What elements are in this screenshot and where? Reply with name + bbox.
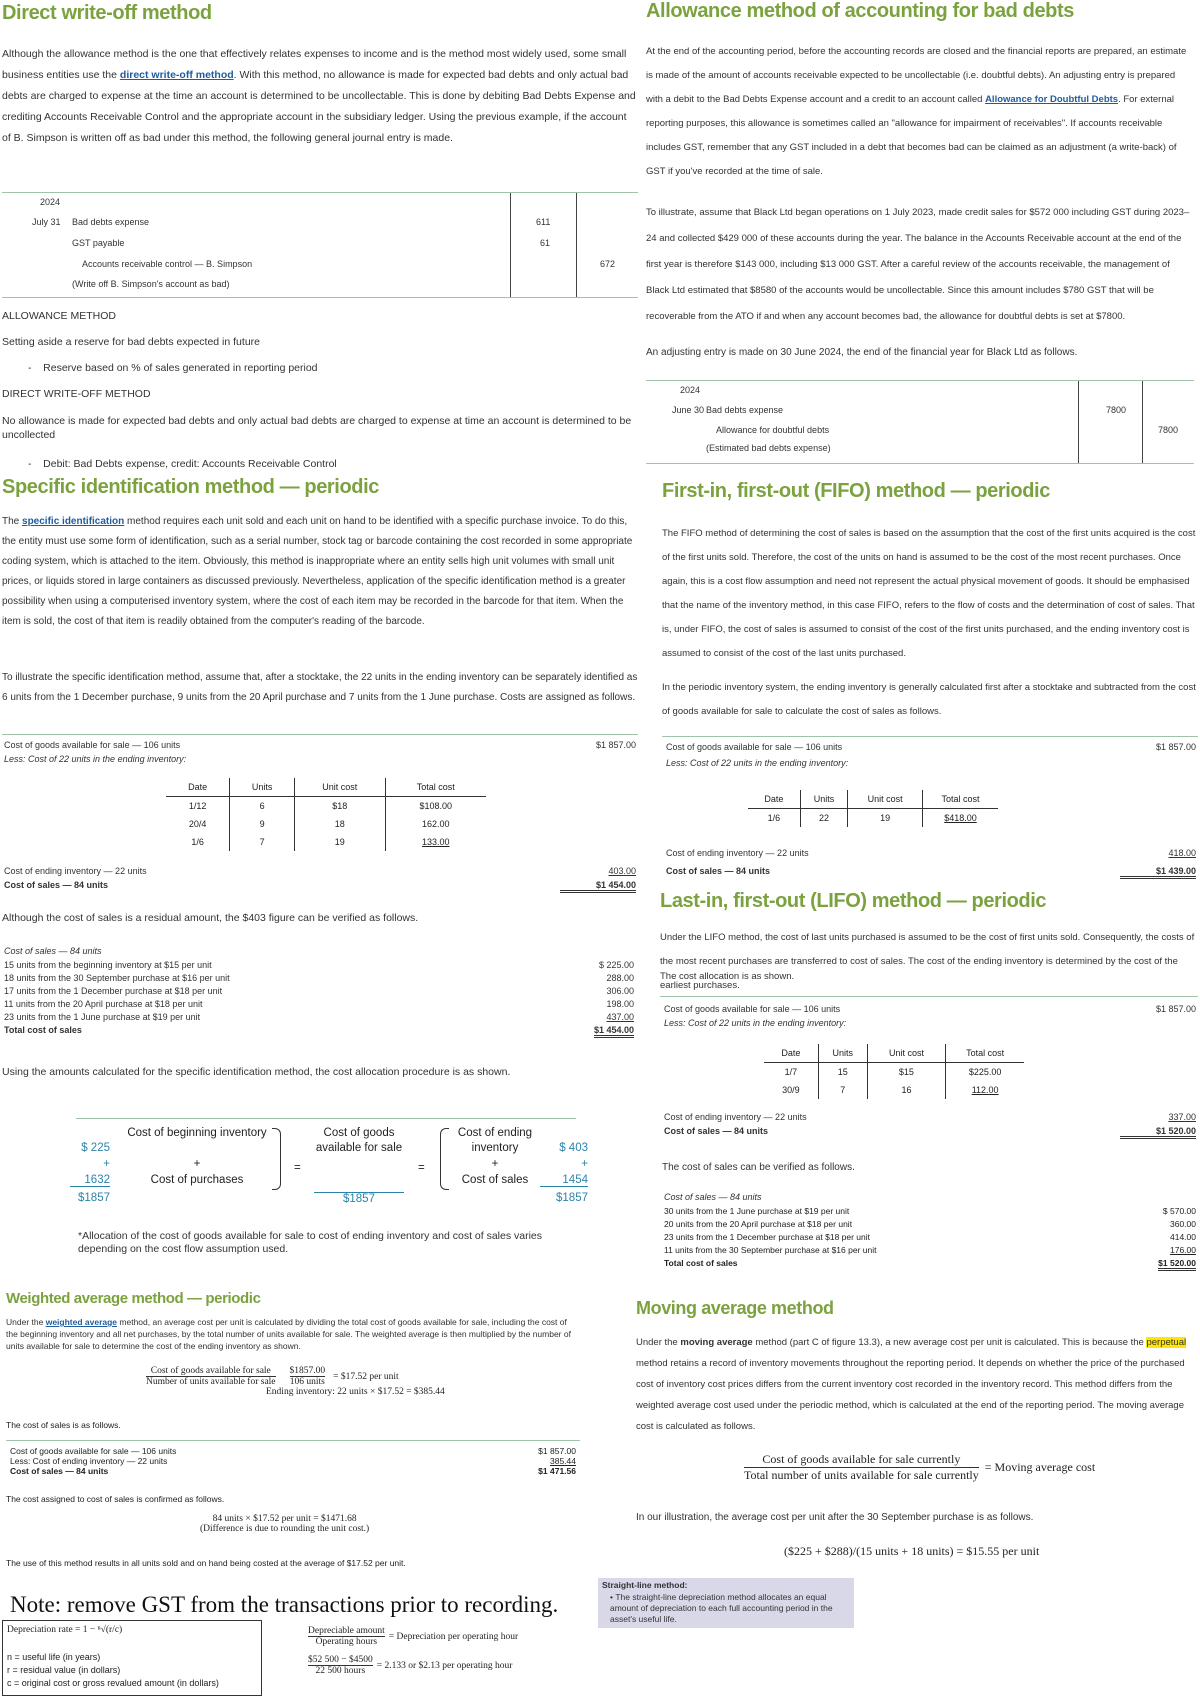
list-item: Total cost of sales $1 454.00 (4, 1025, 634, 1038)
direct-para-post: . With this method, no allowance is made for expected bad debts and only actual bad debts are charged to expense at the time an account is determined to be uncollectable. This is done by debiting Bad Debts Expense and crediting Accounts Receivable Control and the appropriate account in the subsidiary ledger. Using the previous example, if the account of B. Simpson is written off as bad under this method, the following general journal entry is made. (2, 69, 636, 144)
table-header: Unit cost (867, 1044, 946, 1063)
moving-example-calc: ($225 + $288)/(15 units + 18 units) = $15.55 per unit (784, 1544, 1040, 1558)
fifo-heading: First-in, first-out (FIFO) method — periodic (662, 480, 1050, 502)
list-item: 17 units from the 1 December purchase at $18 per unit 306.00 (4, 986, 634, 996)
lifo-paragraph-2: The cost allocation is as shown. (660, 971, 795, 982)
journal-row-text: Accounts receivable control — B. Simpson (82, 259, 253, 269)
list-item: 23 units from the 1 December purchase at $18 per unit 414.00 (664, 1232, 1196, 1242)
table-header: Units (818, 1044, 867, 1063)
allowance-journal (646, 380, 1194, 464)
list-item: Total cost of sales $1 520.00 (664, 1258, 1196, 1271)
moving-average-formula: Cost of goods available for sale currently Total number of units available for sale currently = Moving average cost (744, 1452, 1096, 1482)
weighted-confirm: The cost assigned to cost of sales is confirmed as follows. (6, 1494, 225, 1504)
table-header: Unit cost (294, 778, 385, 797)
equals-sign: = (294, 1162, 301, 1174)
table-header: Total cost (922, 790, 998, 809)
specific-ending-value: 403.00 (608, 866, 636, 876)
table-row: 1/6 7 19 133.00 (166, 833, 486, 851)
lifo-cos-value: $1 520.00 (1120, 1126, 1196, 1139)
lifo-ending-value: 337.00 (1168, 1112, 1196, 1122)
dep-def: n = useful life (in years) (7, 1652, 101, 1662)
fifo-inventory-table (748, 790, 998, 827)
direct-para-pre: Although the allowance method is the one that effectively relates expenses to income and is the method most widely used, some small business entities use the (2, 48, 627, 81)
allowance-heading: Allowance method of accounting for bad debts (646, 0, 1074, 22)
table-row: 1/6 22 19 $418.00 (748, 809, 998, 828)
journal-row-dr: 7800 (1106, 405, 1127, 415)
journal-row-cr: 672 (600, 259, 616, 269)
fifo-paragraph-2: In the periodic inventory system, the ending inventory is generally calculated first after a stocktake and subtracted from the cost of goods available for sale to calculate the cost of sales as follows. (662, 682, 1196, 717)
fifo-less-label: Less: Cost of 22 units in the ending inventory: (666, 758, 849, 768)
equals-sign: = (418, 1162, 425, 1174)
lifo-ending-label: Cost of ending inventory — 22 units (664, 1112, 807, 1122)
lifo-paragraph-1: Under the LIFO method, the cost of last units purchased is assumed to be the cost of first units sold. Consequently, the costs of the most recent purchases are transferred to cost of sales. The cost of the ending inventory is determined by the cost of the earliest purchases. (660, 932, 1195, 991)
journal-date: June 30 (672, 405, 705, 415)
dep-rate-root: ⁿ√(r/c) (97, 1625, 123, 1635)
lifo-inventory-table (764, 1044, 1024, 1099)
fifo-cogs-value: $1 857.00 (1155, 742, 1196, 752)
table-header: Unit cost (848, 790, 923, 809)
table-header: Date (188, 782, 208, 792)
units-of-production-formula: Depreciable amount Operating hours = Depreciation per operating hour $52 500 − $4500 22 500 hours = 2.133 or $2.13 per operating hour (308, 1626, 519, 1676)
table-header: Total cost (385, 778, 486, 797)
moving-average-paragraph: Under the moving average method (part C of figure 13.3), a new average cost per unit is calculated. This is because the perpetual method retains a record of inventory movements throughout the reporting period. It depends on whether the price of the purchased cost of inventory cost prices differs from the current inventory cost recorded in the inventory record. This method differs from the weighted average cost used under the periodic method, which is calculated at the end of the reporting period. The moving average cost is calculated as follows. (636, 1337, 1187, 1432)
direct-journal (2, 192, 638, 298)
specific-paragraph-2: To illustrate the specific identification method, assume that, after a stocktake, the 22 units in the ending inventory can be separately identified as 6 units from the 1 December purchase, 9 units from the 20 April purchase and 7 units from the 1 June purchase. Costs are assigned as follows. (2, 672, 638, 703)
journal-date: July 31 (32, 217, 61, 227)
journal-row-dr: 611 (536, 217, 551, 227)
table-header: Date (764, 794, 784, 804)
weighted-cos-list (10, 1446, 576, 1476)
list-item: Cost of sales — 84 units $1 471.56 (10, 1466, 576, 1476)
table-row: 30/9 7 16 112.00 (764, 1081, 1024, 1099)
dep-rate-label: Depreciation rate = 1 − (7, 1625, 96, 1635)
weighted-average-link[interactable]: weighted average (45, 1317, 118, 1327)
fifo-cos-value: $1 439.00 (1120, 866, 1196, 879)
list-item: Cost of goods available for sale — 106 units $1 857.00 (10, 1446, 576, 1456)
specific-verify-text: Although the cost of sales is a residual amount, the $403 figure can be verified as follows. (2, 912, 419, 924)
direct-note-bullet: - Debit: Bad Debts expense, credit: Accounts Receivable Control (28, 458, 337, 470)
fifo-ending-value: 418.00 (1168, 848, 1196, 858)
weighted-confirm-calc: 84 units × $17.52 per unit = $1471.68 (Difference is due to rounding the unit cost.) (200, 1514, 370, 1534)
direct-writeoff-paragraph (2, 44, 638, 149)
list-item: 15 units from the beginning inventory at $15 per unit $ 225.00 (4, 960, 634, 970)
lifo-heading: Last-in, first-out (LIFO) method — periodic (660, 890, 1047, 912)
list-item: 30 units from the 1 June purchase at $19 per unit $ 570.00 (664, 1206, 1196, 1216)
journal-row-text: Bad debts expense (72, 217, 150, 227)
allowance-doubtful-debts-link[interactable]: Allowance for Doubtful Debts (985, 94, 1119, 105)
dep-def: r = residual value (in dollars) (7, 1665, 121, 1675)
table-row: 1/7 15 $15 $225.00 (764, 1063, 1024, 1082)
allocation-caption: *Allocation of the cost of goods available for sale to cost of ending inventory and cost of sales varies depending on the cost flow assumption used. (78, 1230, 543, 1255)
lifo-less-label: Less: Cost of 22 units in the ending inventory: (664, 1018, 847, 1028)
journal-row-text: (Estimated bad debts expense) (706, 443, 831, 453)
direct-writeoff-heading: Direct write-off method (2, 2, 212, 24)
list-item: 11 units from the 20 April purchase at $18 per unit 198.00 (4, 999, 634, 1009)
straight-line-box: Straight-line method: • The straight-line depreciation method allocates an equal amount of depreciation to each full accounting period in the asset's useful life. (598, 1578, 854, 1628)
weighted-paragraph: Under the weighted average method, an average cost per unit is calculated by dividing the total cost of goods available for sale, including the cost of the beginning inventory and all net purchases, by the total number of units available for sale. The weighted average is then multiplied by the number of units available for sale to determine the cost of the ending inventory as shown. (6, 1317, 571, 1351)
depreciation-rate-box (2, 1620, 262, 1696)
list-item: 11 units from the 30 September purchase at $16 per unit 176.00 (664, 1245, 1196, 1255)
specific-cos-value: $1 454.00 (560, 880, 636, 893)
lifo-verify-list (664, 1206, 1196, 1271)
allowance-paragraph-1: At the end of the accounting period, before the accounting records are closed and the financial reports are prepared, an estimate is made of the amount of accounts receivable expected to be uncollectable (i.e. doubtful debts). An adjusting entry is prepared with a debit to the Bad Debts Expense account and a credit to an account called Allowance for Doubtful Debts. For external reporting purposes, this allowance is sometimes called an "allowance for impairment of receivables". If accounts receivable includes GST, remember that any GST included in a debt that becomes bad can be claimed as an adjustment (a write-back) of GST if you've recorded at the time of sale. (646, 46, 1187, 177)
table-header: Units (800, 790, 847, 809)
lifo-cogs-label: Cost of goods available for sale — 106 units (664, 1004, 841, 1014)
specific-less-label: Less: Cost of 22 units in the ending inventory: (4, 754, 187, 764)
allocation-diagram: $ 225 + 1632 $1857 Cost of beginning inventory + Cost of purchases = Cost of goods available for sale $1857 = Cost of ending inventory + Cost of sales $ 403 + 1454 $1857 (70, 1126, 590, 1226)
table-row: 20/4 9 18 162.00 (166, 815, 486, 833)
allowance-note-title: ALLOWANCE METHOD (2, 310, 116, 322)
moving-average-heading: Moving average method (636, 1298, 834, 1318)
table-header: Total cost (946, 1044, 1024, 1063)
specific-alloc-text: Using the amounts calculated for the specific identification method, the cost allocation procedure is as shown. (2, 1066, 511, 1078)
fifo-paragraph-1: The FIFO method of determining the cost of sales is based on the assumption that the cost of the first units acquired is the cost of the first units sold. Therefore, the cost of the units on hand is assumed to be the cost of the most recent purchases. Once again, this is a cost flow assumption and need not represent the actual physical movement of goods. It should be emphasised that the name of the inventory method, in this case FIFO, refers to the flow of costs and the determination of cost of sales. That is, under FIFO, the cost of sales is assumed to consist of the cost of the first units purchased, and the ending inventory cost is assumed to consist of the cost of the last units purchased. (662, 528, 1196, 659)
perpetual-highlight: perpetual (1146, 1337, 1187, 1348)
specific-cos-label: Cost of sales — 84 units (4, 880, 109, 890)
lifo-cos-label: Cost of sales — 84 units (664, 1126, 769, 1136)
lifo-verify-text: The cost of sales can be verified as follows. (662, 1162, 855, 1173)
specific-cogs-label: Cost of goods available for sale — 106 units (4, 740, 181, 750)
specific-inventory-table (166, 778, 486, 851)
table-header: Date (781, 1048, 801, 1058)
journal-row-text: GST payable (72, 238, 125, 248)
fifo-ending-label: Cost of ending inventory — 22 units (666, 848, 809, 858)
weighted-cos-intro: The cost of sales is as follows. (6, 1420, 121, 1430)
specific-verify-list (4, 960, 634, 1038)
dep-def: c = original cost or gross revalued amount (in dollars) (7, 1678, 219, 1688)
fifo-cos-label: Cost of sales — 84 units (666, 866, 771, 876)
moving-example-intro: In our illustration, the average cost per unit after the 30 September purchase is as follows. (636, 1512, 1034, 1523)
journal-row-dr: 61 (540, 238, 551, 248)
weighted-end-text: The use of this method results in all units sold and on hand being costed at the average of $17.52 per unit. (6, 1558, 406, 1568)
table-row: 1/12 6 $18 $108.00 (166, 797, 486, 816)
specific-cogs-value: $1 857.00 (595, 740, 636, 750)
list-item: 18 units from the 30 September purchase at $16 per unit 288.00 (4, 973, 634, 983)
allowance-note-bullet: - Reserve based on % of sales generated in reporting period (28, 362, 318, 374)
direct-note-title: DIRECT WRITE-OFF METHOD (2, 388, 151, 400)
journal-year: 2024 (40, 197, 61, 207)
list-item: 23 units from the 1 June purchase at $19 per unit 437.00 (4, 1012, 634, 1022)
weighted-heading: Weighted average method — periodic (6, 1290, 261, 1307)
lifo-verify-head: Cost of sales — 84 units (664, 1192, 762, 1202)
journal-year: 2024 (680, 385, 701, 395)
list-item: 20 units from the 20 April purchase at $18 per unit 360.00 (664, 1219, 1196, 1229)
specific-identification-link[interactable]: specific identification (22, 516, 125, 527)
list-item: Less: Cost of ending inventory — 22 units 385.44 (10, 1456, 576, 1466)
direct-note-line: No allowance is made for expected bad debts and only actual bad debts are charged to expense at time an account is determined to be uncollected (2, 415, 632, 441)
allowance-note-line: Setting aside a reserve for bad debts expected in future (2, 336, 260, 348)
specific-ending-label: Cost of ending inventory — 22 units (4, 866, 147, 876)
gst-note: Note: remove GST from the transactions prior to recording. (10, 1592, 559, 1617)
specific-paragraph-1: The specific identification method requires each unit sold and each unit on hand to be identified with a specific purchase invoice. To do this, the entity must use some form of identification, such as a serial number, stock tag or barcode containing the cost recorded in some appropriate coding system, which is attached to the item. Obviously, this method is inappropriate where an entity sells high unit volumes with small unit prices, or liquids stored in large containers as discussed previously. Nevertheless, application of the specific identification method is a greater possibility when using a computerised inventory system, where the cost of each item may be recorded in the barcode for that item. When the item is sold, the cost of that item is readily obtained from the computer's reading of the barcode. (2, 516, 633, 627)
journal-row-cr: 7800 (1158, 425, 1179, 435)
weighted-formula: Cost of goods available for sale Number of units available for sale $1857.00 106 units = $17.52 per unit Ending inventory: 22 units × $17.52 = $385.44 (146, 1366, 445, 1397)
journal-row-text: (Write off B. Simpson's account as bad) (72, 279, 230, 289)
specific-verify-head: Cost of sales — 84 units (4, 946, 102, 956)
journal-row-text: Bad debts expense (706, 405, 784, 415)
lifo-cogs-value: $1 857.00 (1155, 1004, 1196, 1014)
allowance-paragraph-3: An adjusting entry is made on 30 June 2024, the end of the financial year for Black Ltd as follows. (646, 347, 1078, 358)
fifo-cogs-label: Cost of goods available for sale — 106 units (666, 742, 843, 752)
allowance-paragraph-2: To illustrate, assume that Black Ltd began operations on 1 July 2023, made credit sales for $572 000 including GST during 2023–24 and collected $429 000 of these accounts during the year. The balance in the Accounts Receivable account at the end of the first year is therefore $143 000, including $13 000 GST. After a careful review of the accounts receivable, the management of Black Ltd estimated that $8580 of the accounts would be uncollectable. Since this amount includes $780 GST that will be recoverable from the ATO if and when any account becomes bad, the allowance for doubtful debts is set at $7800. (646, 207, 1190, 322)
table-header: Units (230, 778, 295, 797)
specific-heading: Specific identification method — periodic (2, 476, 379, 498)
journal-row-text: Allowance for doubtful debts (716, 425, 830, 435)
direct-writeoff-link[interactable]: direct write-off method (119, 69, 234, 81)
